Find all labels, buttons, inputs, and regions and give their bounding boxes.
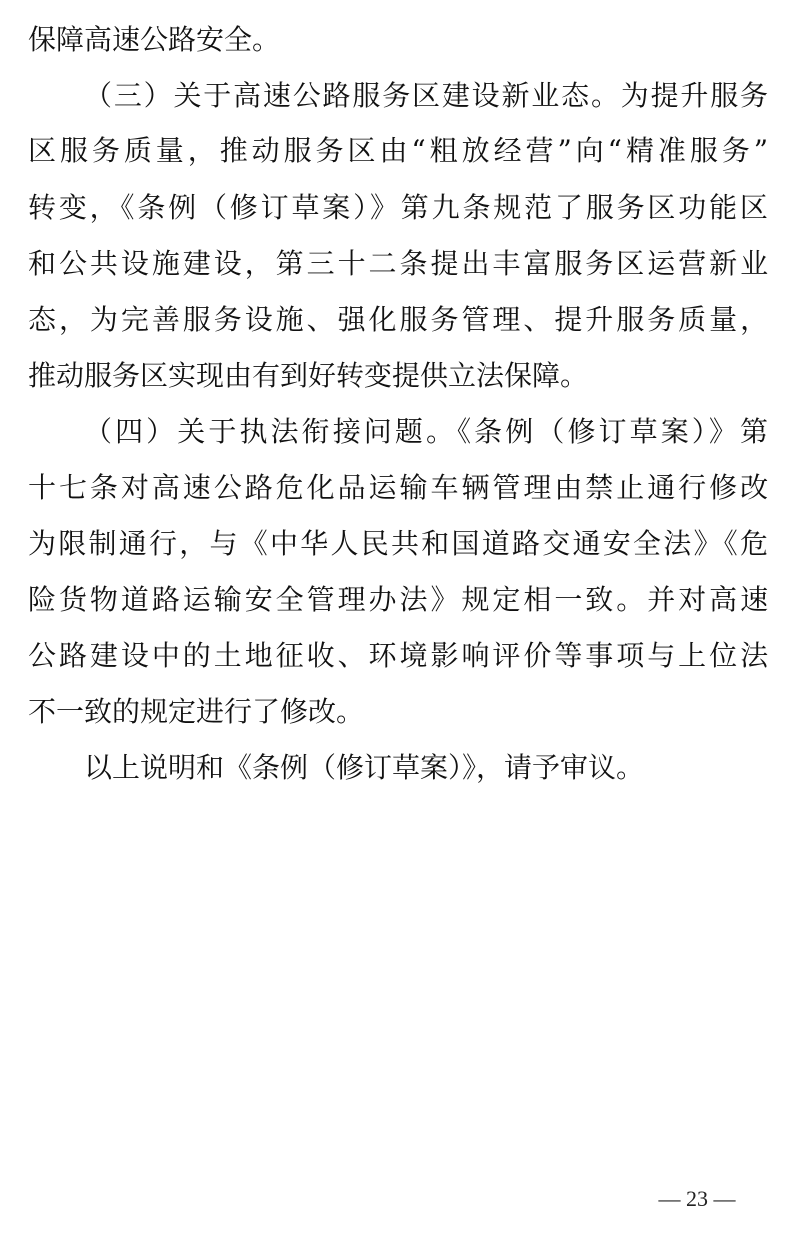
paragraph-continuation-line — [0, 20, 793, 60]
text-line: 为限制通行，与《中华人民共和国道路交通安全法》《危 — [28, 527, 771, 560]
paragraph-3-line — [0, 300, 793, 340]
text-line: 十七条对高速公路危化品运输车辆管理由禁止通行修改 — [28, 471, 772, 504]
text-line: 区服务质量，推动服务区由“粗放经营”向“精准服务” — [28, 134, 773, 167]
text-line: 保障高速公路安全。 — [28, 23, 281, 56]
paragraph-4-line — [0, 636, 793, 676]
paragraph-3-line — [0, 188, 793, 228]
paragraph-3-line — [0, 244, 793, 284]
closing-line — [0, 748, 793, 788]
paragraph-4-line — [0, 580, 793, 620]
paragraph-4-line — [0, 524, 793, 564]
text-line: 态，为完善服务设施、强化服务管理、提升服务质量， — [28, 303, 772, 336]
text-line: 以上说明和《条例（修订草案）》，请予审议。 — [84, 751, 645, 784]
paragraph-3-line — [0, 356, 793, 396]
paragraph-3-line — [0, 76, 793, 116]
text-line: 和公共设施建设，第三十二条提出丰富服务区运营新业 — [28, 247, 772, 280]
text-line: 推动服务区实现由有到好转变提供立法保障。 — [28, 359, 589, 392]
text-line: 公路建设中的土地征收、环境影响评价等事项与上位法 — [28, 639, 772, 672]
paragraph-4-line — [0, 412, 793, 452]
paragraph-4-line — [0, 468, 793, 508]
text-line: 转变，《条例（修订草案）》第九条规范了服务区功能区 — [28, 191, 771, 224]
text-line: 险货物道路运输安全管理办法》规定相一致。并对高速 — [28, 583, 772, 616]
paragraph-3-line — [0, 131, 793, 171]
text-line: （四）关于执法衔接问题。《条例（修订草案）》第 — [84, 415, 772, 448]
page-number: — 23 — — [658, 1186, 736, 1211]
paragraph-4-line — [0, 692, 793, 732]
text-line: 不一致的规定进行了修改。 — [28, 695, 365, 728]
text-line: （三）关于高速公路服务区建设新业态。为提升服务 — [84, 79, 770, 112]
